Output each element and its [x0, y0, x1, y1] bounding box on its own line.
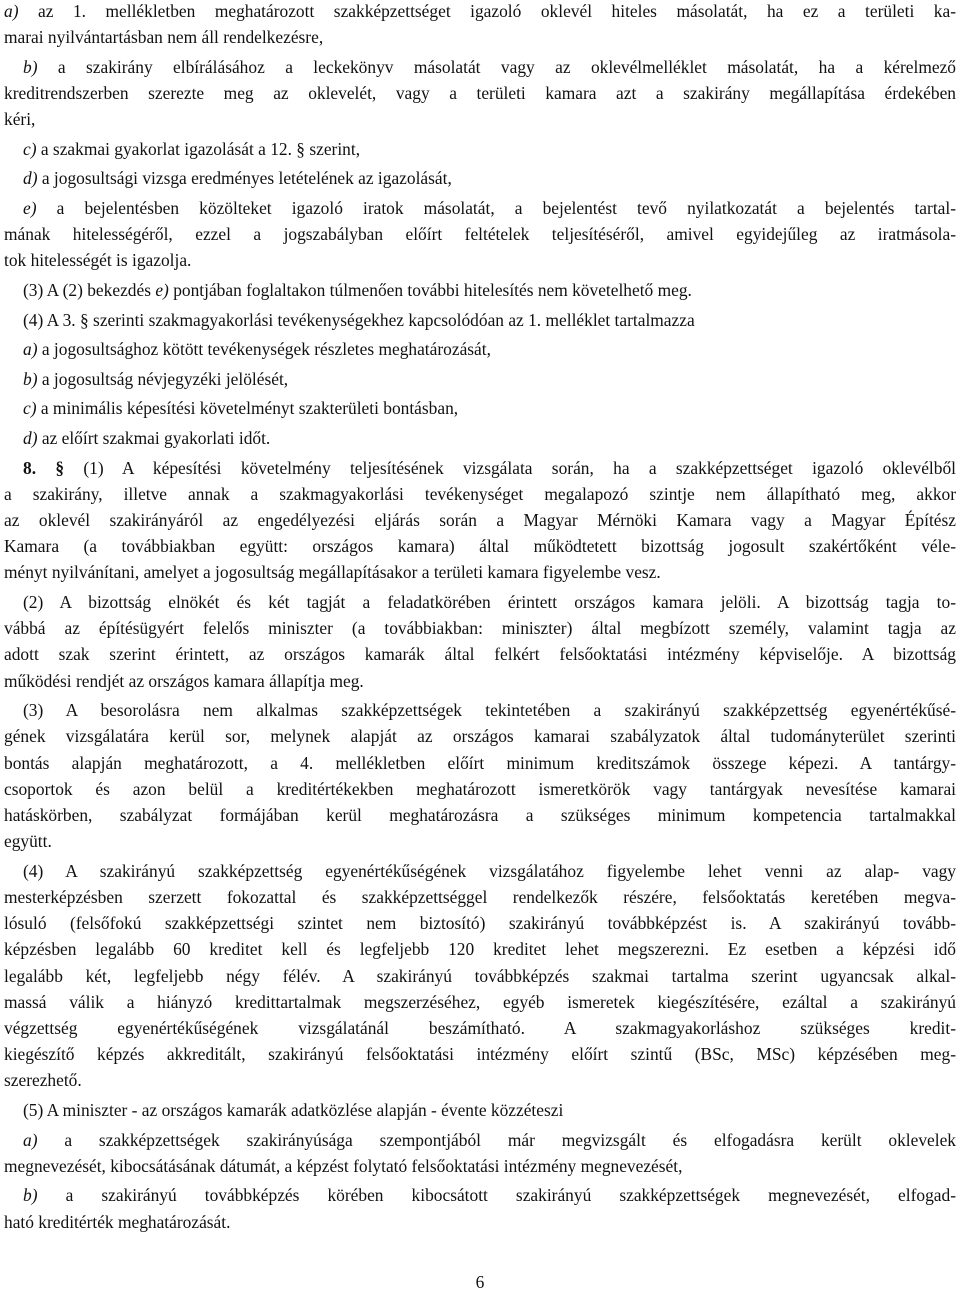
text-line [4, 642, 956, 667]
text-segment: a jogosultság névjegyzéki jelölését, [37, 368, 289, 389]
text-segment: megnevezését, kibocsátásának dátumát, a képzést folytató felsőoktatási intézmény megnevezését, [4, 1155, 683, 1176]
text-segment: bontás alapján meghatározott, a 4. mellékletben előírt minimum kreditszámok összege képezi. A tantárgy- [4, 752, 956, 773]
text-segment: (4) A 3. § szerinti szakmagyakorlási tevékenységekhez kapcsolódóan az 1. melléklet tartalmazza [23, 309, 695, 330]
text-segment: massá válik a hiányzó kredittartalmak megszerzéséhez, egyéb ismeretek kiegészítésére, ezáltal a szakirányú [4, 991, 956, 1012]
text-line [4, 508, 956, 533]
text-segment: (3) A (2) bekezdés [23, 280, 156, 300]
text-segment: a szakképzettségek szakirányúsága szempontjából már megvizsgált és elfogadásra került oklevelek [37, 1129, 956, 1150]
text-line [23, 55, 956, 80]
text-line [23, 859, 956, 884]
text-segment: csoportok és azon belül a kreditértékekben meghatározott ismeretkörök vagy tantárgyak nevesítése kamarai [4, 778, 956, 799]
text-segment: kiegészítő képzés akkreditált, szakirányú felsőoktatási intézmény előírt szintű (BSc, MSc) képzésében meg- [4, 1044, 956, 1065]
text-segment: marai nyilvántartásban nem áll rendelkezésre, [4, 27, 324, 48]
text-line [4, 751, 956, 776]
text-line [23, 367, 956, 392]
text-segment: a) [23, 1129, 38, 1150]
text-segment: a jogosultsági vizsga eredményes letételének az igazolását, [37, 168, 452, 189]
text-line [23, 456, 956, 481]
text-line [23, 426, 956, 451]
page-number: 6 [475, 1272, 485, 1292]
text-segment: b) [23, 1185, 38, 1206]
text-segment: kéri, [4, 109, 36, 130]
text-line [4, 803, 956, 828]
text-segment: gének vizsgálatára kerül sor, melynek alapját az országos kamarai szabályzatok által tudományterület szerinti [4, 726, 956, 747]
text-line [4, 669, 956, 694]
text-line [23, 166, 956, 191]
text-segment: hatáskörben, szabályzat formájában kerül meghatározásra a szükséges minimum kompetencia tartalmakkal [4, 805, 956, 825]
text-line [4, 560, 956, 585]
text-segment: e) [155, 280, 169, 300]
text-segment: az oklevél szakirányáról az engedélyezési eljárás során a Magyar Mérnöki Kamara vagy a Magyar Építész [4, 510, 956, 530]
text-line [4, 248, 956, 273]
text-line [4, 1154, 956, 1179]
text-segment: 8. § [23, 457, 65, 478]
text-line [4, 937, 956, 962]
text-line [4, 990, 956, 1015]
text-segment: legalább két, legfeljebb négy félév. A szakirányú továbbképzés szakmai tartalma szerint ugyancsak alkal- [4, 965, 956, 986]
text-segment: c) [23, 138, 37, 159]
text-line [23, 1128, 956, 1153]
text-line [23, 1183, 956, 1208]
text-line [4, 1068, 956, 1093]
text-segment: tok hitelességét is igazolja. [4, 250, 192, 271]
text-segment: az előírt szakmai gyakorlati időt. [37, 428, 271, 448]
text-segment: e) [23, 198, 37, 218]
text-segment: b) [23, 56, 38, 77]
text-segment: a) [4, 1, 19, 21]
text-segment: a bejelentésben közölteket igazoló iratok másolatát, a bejelentést tevő nyilatkozatát a bejelentés tartal- [36, 198, 956, 218]
text-segment: a szakirányú továbbképzés körében kibocsátott szakirányú szakképzettségek megnevezését, elfogad- [37, 1185, 956, 1206]
text-segment: vábbá az építésügyért felelős miniszter (a továbbiakban: miniszter) által megbízott személy, valamint tagja az [4, 618, 956, 639]
text-line [4, 1016, 956, 1041]
text-segment: működési rendjét az országos kamara állapítja meg. [4, 670, 364, 691]
text-line [4, 616, 956, 641]
text-segment: képzésben legalább 60 kreditet kell és legfeljebb 120 kreditet lehet megszerezni. Ez esetben a képzési idő [4, 939, 956, 960]
text-line [4, 829, 956, 854]
text-segment: a jogosultsághoz kötött tevékenységek részletes meghatározását, [37, 339, 491, 360]
text-line [4, 964, 956, 989]
text-segment: lósuló (felsőfokú szakképzettségi szintet nem biztosító) szakirányú továbbképzést is. A szakirányú tovább- [4, 913, 956, 934]
text-line [23, 1098, 956, 1123]
text-segment: (4) A szakirányú szakképzettség egyenértékűségének vizsgálatához figyelembe lehet venni az alap- vagy [23, 860, 956, 881]
text-line [4, 0, 956, 24]
text-line [4, 724, 956, 749]
text-segment: b) [23, 368, 38, 389]
text-line [4, 222, 956, 247]
text-line [23, 396, 956, 421]
text-segment: a) [23, 339, 38, 360]
text-line [4, 1042, 956, 1067]
text-line [23, 196, 956, 221]
text-line [4, 911, 956, 936]
text-line [4, 1210, 956, 1235]
text-line [23, 278, 956, 303]
text-line [23, 698, 956, 723]
text-line [4, 885, 956, 910]
text-line [4, 777, 956, 802]
text-segment: kreditrendszerben szerezte meg az oklevelét, vagy a területi kamara azt a szakirány megállapítása érdekében [4, 83, 956, 103]
text-line [4, 25, 956, 50]
text-segment: együtt. [4, 831, 52, 852]
text-segment: ható kreditérték meghatározását. [4, 1211, 231, 1232]
text-segment: d) [23, 428, 38, 448]
text-line [4, 482, 956, 507]
text-segment: Kamara (a továbbiakban együtt: országos kamara) által működtetett bizottság jogosult szakértőként véle- [4, 536, 956, 557]
text-line [4, 81, 956, 106]
text-line [23, 337, 956, 362]
text-segment: a szakirány elbírálásához a leckekönyv másolatát vagy az oklevélmelléklet másolatát, ha a kérelmező [37, 56, 956, 77]
text-line [4, 534, 956, 559]
text-segment: (1) A képesítési követelmény teljesítésének vizsgálata során, ha a szakképzettséget igazoló oklevélből [64, 457, 956, 478]
text-segment: a szakirány, illetve annak a szakmagyakorlási tevékenységet megalapozó szintje nem állapítható meg, akkor [4, 483, 956, 504]
text-segment: (5) A miniszter - az országos kamarák adatközlése alapján - évente közzéteszi [23, 1100, 564, 1120]
text-segment: mának hitelességéről, ezzel a jogszabályban előírt feltételek teljesítéséről, amivel egyidejűleg az iratmásola- [4, 224, 956, 245]
text-line [23, 590, 956, 615]
text-segment: (2) A bizottság elnökét és két tagját a feladatkörében érintett országos kamara jelöli. A bizottság tagja to- [23, 592, 956, 612]
text-line [23, 137, 956, 162]
text-segment: pontjában foglaltakon túlmenően további hitelesítés nem követelhető meg. [168, 280, 692, 300]
text-segment: végzettség egyenértékűségének vizsgálatánál beszámítható. A szakmagyakorláshoz szükséges kredit- [4, 1018, 956, 1038]
text-segment: a szakmai gyakorlat igazolását a 12. § szerint, [36, 138, 361, 159]
text-line [23, 308, 956, 333]
text-segment: szerezhető. [4, 1070, 82, 1091]
text-line [4, 107, 956, 132]
text-segment: az 1. mellékletben meghatározott szakképzettséget igazoló oklevél hiteles másolatát, ha ez a területi ka- [18, 1, 956, 21]
text-segment: c) [23, 398, 37, 419]
text-segment: ményt nyilvánítani, amelyet a jogosultság megállapításakor a területi kamara figyelembe vesz. [4, 562, 661, 583]
text-segment: d) [23, 168, 38, 189]
text-segment: a minimális képesítési követelményt szakterületi bontásban, [36, 398, 459, 419]
text-segment: (3) A besorolásra nem alkalmas szakképzettségek tekintetében a szakirányú szakképzettség egyenértékűsé- [23, 700, 956, 721]
text-segment: adott szak szerint érintett, az országos kamarák által felkért felsőoktatási intézmény képviselője. A bizottság [4, 644, 956, 665]
text-segment: mesterképzésben szerzett fokozattal és szakképzettséggel rendelkezők részére, felsőoktatás keretében megva- [4, 887, 956, 907]
